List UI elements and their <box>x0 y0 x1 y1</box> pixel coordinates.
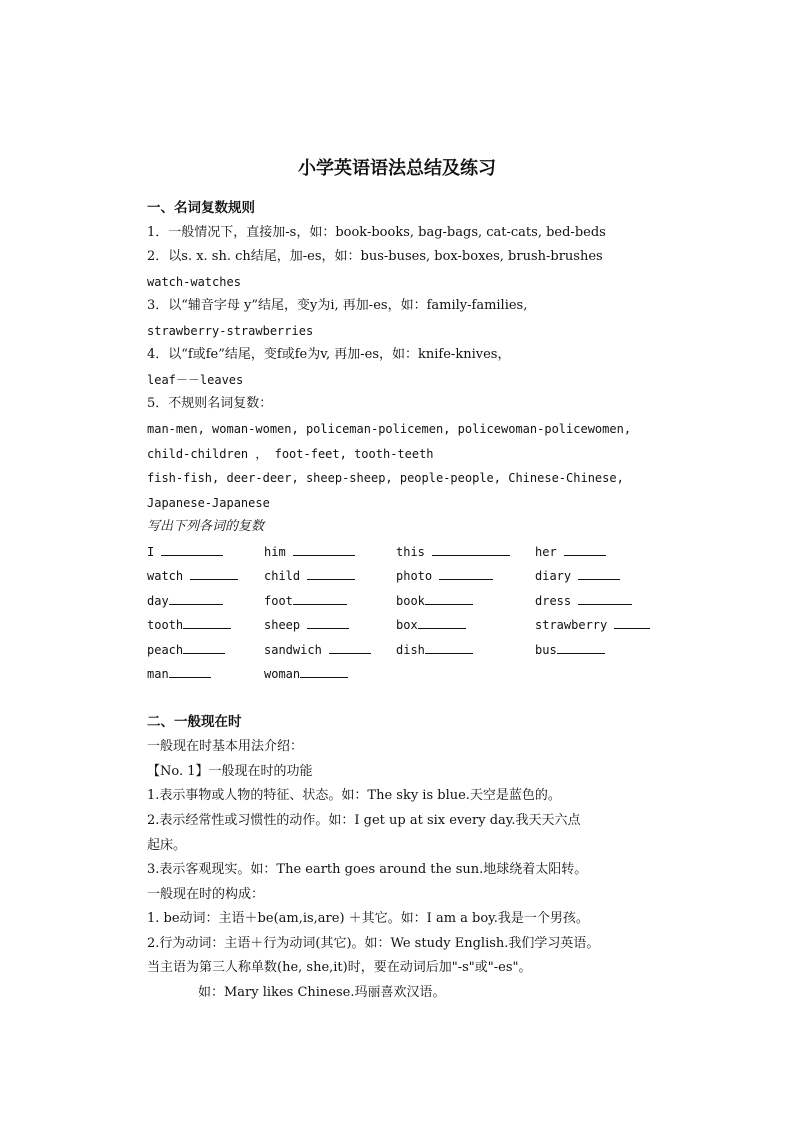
exercise-item[interactable]: tooth <box>147 617 231 632</box>
exercise-item[interactable]: book <box>396 593 473 608</box>
exercise-item[interactable]: bus <box>535 642 605 657</box>
exercise-item[interactable]: dish <box>396 642 473 657</box>
exercise-item[interactable]: strawberry <box>535 617 650 632</box>
exercise-item[interactable]: sandwich <box>264 642 371 657</box>
exercise-row <box>147 666 667 682</box>
exercise-item[interactable]: photo <box>396 568 493 583</box>
structure-2: 2.行为动词：主语＋行为动词(其它)。如：We study English.我们学习英语。 <box>147 936 600 951</box>
structure-1: 1. be动词：主语＋be(am,is,are) ＋其它。如：I am a boy.我是一个男孩。 <box>147 911 589 926</box>
structure-heading: 一般现在时的构成： <box>147 887 265 902</box>
third-person-rule: 当主语为第三人称单数(he, she,it)时，要在动词后加"-s"或"-es"。 <box>147 960 532 975</box>
exercise-item[interactable]: box <box>396 617 466 632</box>
exercise-item[interactable]: day <box>147 593 223 608</box>
irregular-line-1: man-men, woman-women, policeman-policemen, policewoman-policewomen, <box>147 422 632 436</box>
exercise-item[interactable]: watch <box>147 568 238 583</box>
exercise-row <box>147 617 667 633</box>
section-heading-present-tense: 二、一般现在时 <box>147 714 242 730</box>
exercise-item[interactable]: peach <box>147 642 225 657</box>
function-2: 2.表示经常性或习惯性的动作。如：I get up at six every day.我天天六点 <box>147 813 581 828</box>
rule-2: 2．以s. x. sh. ch结尾，加-es，如：bus-buses, box-boxes, brush-brushes <box>147 249 603 264</box>
exercise-item[interactable]: sheep <box>264 617 349 632</box>
third-person-example: 如：Mary likes Chinese.玛丽喜欢汉语。 <box>198 985 446 1000</box>
rule-3-cont: strawberry-strawberries <box>147 324 314 338</box>
intro-text: 一般现在时基本用法介绍： <box>147 739 304 754</box>
page-title: 小学英语语法总结及练习 <box>298 158 496 179</box>
exercise-item[interactable]: this <box>396 544 510 559</box>
irregular-line-4: Japanese-Japanese <box>147 496 270 510</box>
exercise-title: 写出下列各词的复数 <box>147 519 265 534</box>
no1-heading: 【No. 1】一般现在时的功能 <box>147 764 313 779</box>
exercise-item[interactable]: diary <box>535 568 620 583</box>
exercise-item[interactable]: him <box>264 544 355 559</box>
exercise-row <box>147 593 667 609</box>
rule-5: 5．不规则名词复数： <box>147 396 273 411</box>
exercise-row <box>147 544 667 560</box>
exercise-item[interactable]: I <box>147 544 223 559</box>
exercise-item[interactable]: dress <box>535 593 632 608</box>
exercise-row <box>147 568 667 584</box>
function-3: 3.表示客观现实。如：The earth goes around the sun.地球绕着太阳转。 <box>147 862 588 877</box>
function-1: 1.表示事物或人物的特征、状态。如：The sky is blue.天空是蓝色的。 <box>147 788 561 803</box>
exercise-item[interactable]: woman <box>264 666 348 681</box>
exercise-item[interactable]: her <box>535 544 606 559</box>
exercise-item[interactable]: man <box>147 666 211 681</box>
exercise-item[interactable]: child <box>264 568 355 583</box>
section-heading-plurals: 一、名词复数规则 <box>147 200 255 216</box>
rule-4-cont: leaf－－leaves <box>147 373 244 387</box>
rule-2-cont: watch-watches <box>147 275 241 289</box>
function-2-cont: 起床。 <box>147 838 187 853</box>
rule-1: 1．一般情况下，直接加-s，如：book-books, bag-bags, cat-cats, bed-beds <box>147 225 606 240</box>
exercise-row <box>147 642 667 658</box>
irregular-line-2: child-children ， foot-feet, tooth-teeth <box>147 447 434 461</box>
exercise-item[interactable]: foot <box>264 593 347 608</box>
irregular-line-3: fish-fish, deer-deer, sheep-sheep, people-people, Chinese-Chinese, <box>147 471 624 485</box>
rule-4: 4．以“f或fe”结尾，变f或fe为v, 再加-es，如：knife-knives， <box>147 347 511 362</box>
rule-3: 3．以“辅音字母 y”结尾，变y为i, 再加-es，如：family-families, <box>147 298 528 313</box>
